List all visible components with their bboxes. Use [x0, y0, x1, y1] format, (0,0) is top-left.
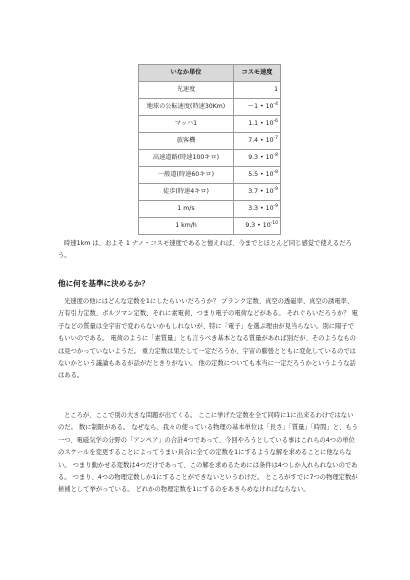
units-table [138, 64, 281, 235]
cosmo-speed-cell [234, 133, 281, 150]
value-mantissa: 3.3 • 10 [248, 205, 274, 213]
cosmo-speed-cell [234, 201, 281, 218]
unit-name-cell: マッハ1 [139, 116, 234, 133]
unit-name-cell: 徒歩(時速4キロ) [139, 184, 234, 201]
table-header-row [139, 65, 281, 82]
cosmo-speed-cell [234, 82, 281, 99]
table-row [139, 116, 281, 133]
column-header-cosmo-speed: コスモ速度 [234, 65, 281, 82]
value-exponent: -9 [273, 204, 278, 210]
value-exponent: -8 [273, 170, 278, 176]
table-row [139, 150, 281, 167]
value-exponent: -8 [273, 153, 278, 159]
value-mantissa: 7.4 • 10 [248, 137, 274, 145]
table-row [139, 167, 281, 184]
cosmo-speed-cell [234, 184, 281, 201]
table-row [139, 201, 281, 218]
unit-name-cell: 地球の公転速度(時速30Km) [139, 99, 234, 116]
column-header-unit: いなか単位 [139, 65, 234, 82]
table-row [139, 184, 281, 201]
paragraph-1 [58, 296, 358, 383]
value-exponent: -6 [273, 119, 278, 125]
cosmo-speed-cell [234, 99, 281, 116]
unit-name-cell: 1 km/h [139, 218, 234, 235]
paragraph-2-text: ところが、ここで別の大きな問題が出てくる。 ここに挙げた定数を全て同時に1に出来るわけではないのだ。 数に制限がある。 なぜなら、我々の使っている物理の基本単位は「長さ」「質量」「時間」と、もう一つ、電磁気学の分野の「アンペア」の合計4つであって、今回やろうとしている事はこれらの4つの単位のスケールを変更することによってうまい具合に全ての定数を1にするような解を求めることに他ならない。 つまり動かせる変数は4つだけであって、この解を求めるためには条件は4つしか入れられないのである。 つまり、4つの物理定数しか1にすることができないというわけだ。 ところがすでに7つの物理定数が候補として挙がっている。 どれかの物理定数を1にするのをあきらめなければならない。 [58, 412, 358, 494]
table-row [139, 99, 281, 116]
units-table-container [138, 64, 281, 235]
unit-name-cell: 光速度 [139, 82, 234, 99]
value-exponent: -4 [273, 102, 278, 108]
cosmo-speed-cell [234, 167, 281, 184]
value-exponent: -10 [270, 221, 278, 227]
table-note [58, 238, 358, 263]
unit-name-cell: 1 m/s [139, 201, 234, 218]
cosmo-speed-cell [234, 150, 281, 167]
paragraph-1-text: 光速度の他にはどんな定数を1にしたらいいだろうか？ プランク定数、真空の透磁率、真空の誘電率、万有引力定数、ボルツマン定数、それに素電荷、つまり電子の電荷などがある。 それぐらいだろうか？ 電子などの質量は全宇宙で変わらないかもしれないが、特に「電子」を選ぶ理由が見当らない。別に陽子でもいいのである。 電荷のように「素質量」とも言うべき基本となる質量があれば別だが、そのようなものは見つかっていないようだ。 重力定数は果たして一定だろうか、宇宙の膨張とともに変化しているのではないかという議論もあるが話がだときりがない。 他の定数についても本当に一定だろうかというような話はある。 [58, 298, 358, 380]
table-row [139, 82, 281, 99]
paragraph-2 [58, 410, 358, 497]
table-row [139, 218, 281, 235]
value-mantissa: 1 [274, 85, 278, 93]
unit-name-cell: 旅客機 [139, 133, 234, 150]
cosmo-speed-cell [234, 218, 281, 235]
value-mantissa: 3.7 • 10 [248, 188, 274, 196]
section-heading: 他に何を基準に決めるか？ [58, 279, 150, 288]
value-mantissa: 5.5 • 10 [248, 171, 274, 179]
note-text: 時速1km は、およそ 1 ナノ・コスモ速度であると憶えれば、今までとほとんど同じ感覚で使えるだろう。 [58, 240, 352, 260]
value-mantissa: 1.1 • 10 [248, 120, 274, 128]
value-exponent: -9 [273, 187, 278, 193]
value-mantissa: 〜1 • 10 [247, 103, 274, 111]
unit-name-cell: 高速道路(時速100キロ) [139, 150, 234, 167]
table-body [139, 82, 281, 235]
value-exponent: -7 [273, 136, 278, 142]
table-row [139, 133, 281, 150]
unit-name-cell: 一般道(時速60キロ) [139, 167, 234, 184]
value-mantissa: 9.3 • 10 [248, 154, 274, 162]
value-mantissa: 9.3 • 10 [245, 222, 271, 230]
cosmo-speed-cell [234, 116, 281, 133]
